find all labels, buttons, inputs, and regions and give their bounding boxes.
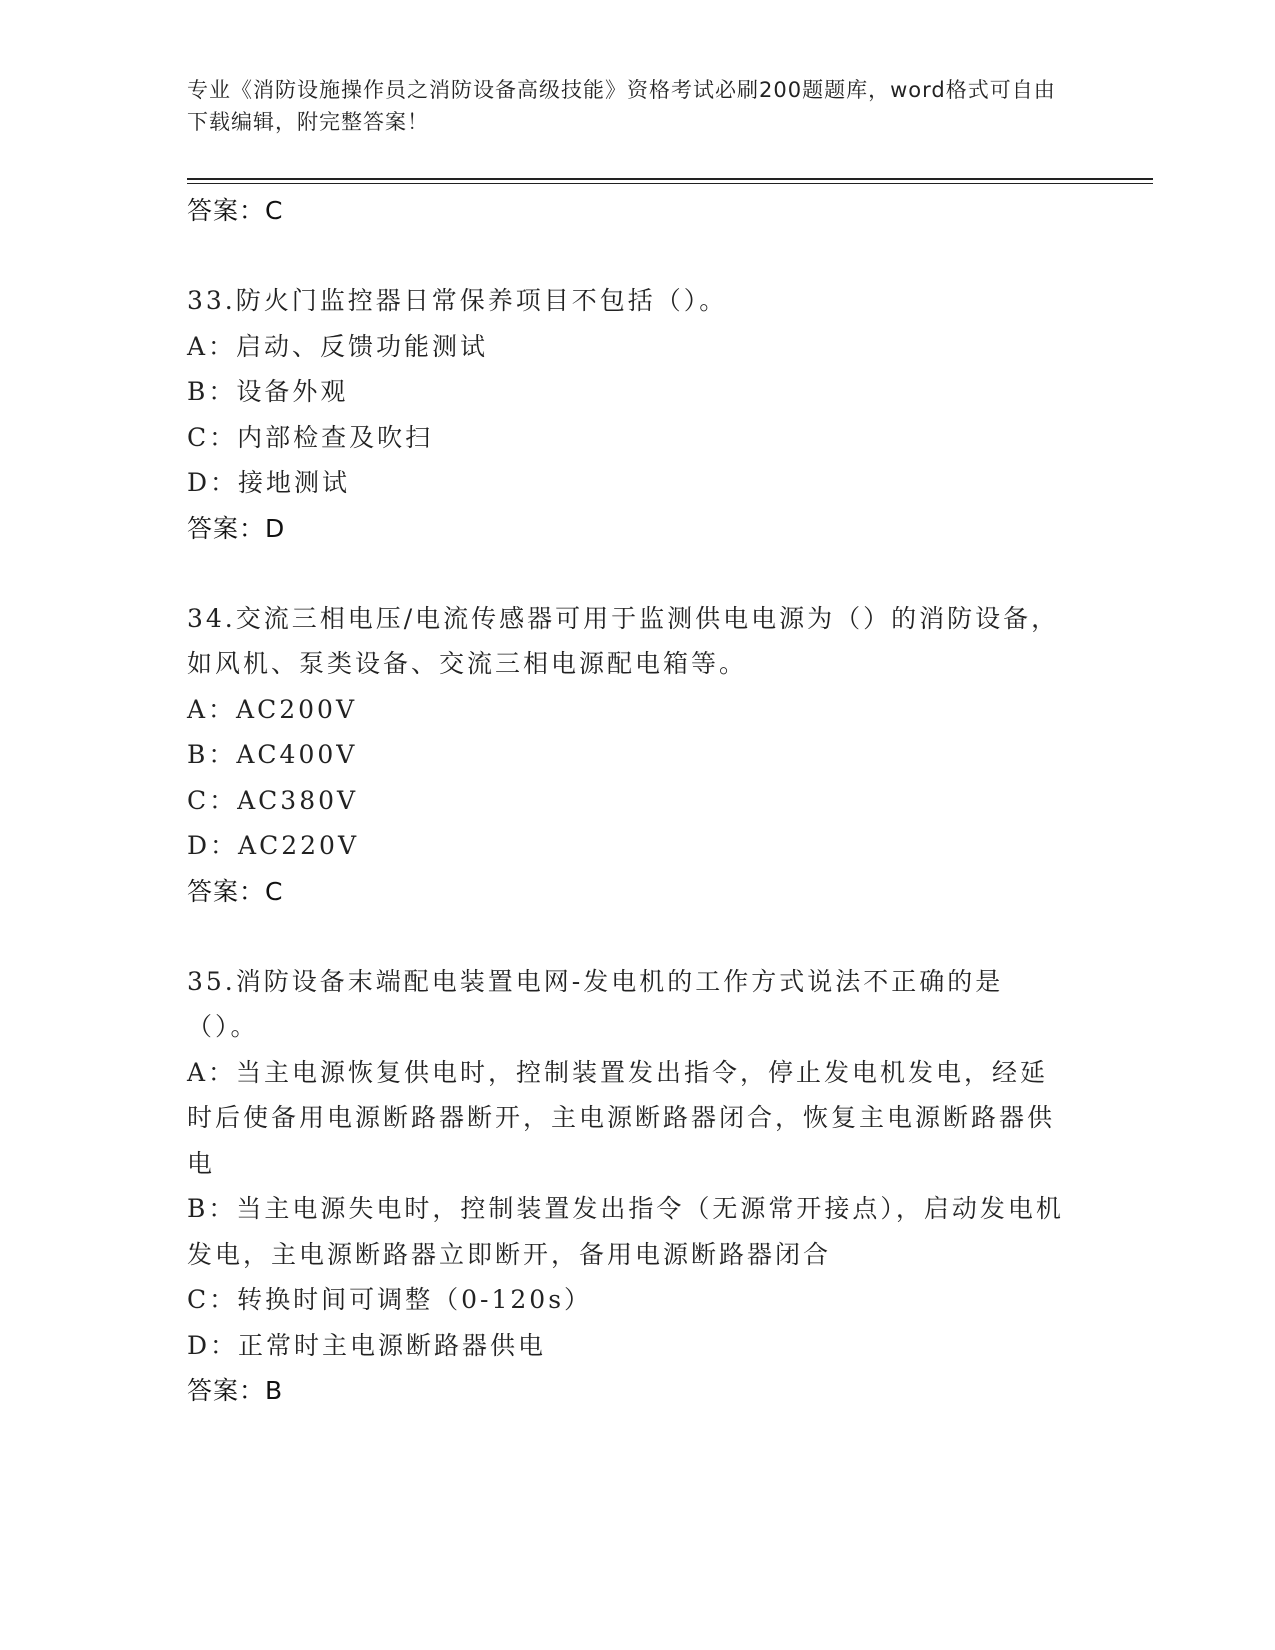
page-header: 专业《消防设施操作员之消防设备高级技能》资格考试必刷200题题库，word格式可自由下载编辑，附完整答案！ <box>187 78 1056 134</box>
option-a: A：启动、反馈功能测试 <box>187 331 489 361</box>
option-b: B：当主电源失电时，控制装置发出指令（无源常开接点），启动发电机发电，主电源断路器立即断开，备用电源断路器闭合 <box>187 1194 1064 1269</box>
question-answer: 答案：B <box>187 1376 284 1405</box>
option-c: C：AC380V <box>187 785 359 815</box>
question-answer: 答案：D <box>187 513 286 543</box>
question-stem: 35.消防设备末端配电装置电网-发电机的工作方式说法不正确的是（）。 <box>187 966 1004 1041</box>
question-35 <box>187 959 1067 1415</box>
question-34 <box>187 596 1067 915</box>
header-divider-thick <box>187 178 1153 180</box>
spacer <box>187 234 1067 278</box>
option-a: A：AC200V <box>187 694 358 724</box>
question-list <box>187 188 1067 1414</box>
option-c: C：内部检查及吹扫 <box>187 422 434 452</box>
question-stem: 34.交流三相电压/电流传感器可用于监测供电电源为（）的消防设备，如风机、泵类设备、交流三相电源配电箱等。 <box>187 603 1060 678</box>
option-c: C：转换时间可调整（0-120s） <box>187 1285 593 1314</box>
header-divider-thin <box>187 183 1153 184</box>
option-a: A：当主电源恢复供电时，控制装置发出指令，停止发电机发电，经延时后使备用电源断路器断开，主电源断路器闭合，恢复主电源断路器供电 <box>187 1057 1056 1178</box>
question-33 <box>187 278 1067 552</box>
option-d: D：AC220V <box>187 831 359 860</box>
question-stem: 33.防火门监控器日常保养项目不包括（）。 <box>187 286 728 315</box>
option-b: B：设备外观 <box>187 377 349 406</box>
spacer <box>187 552 1067 596</box>
question-answer: 答案：C <box>187 876 284 906</box>
option-d: D：接地测试 <box>187 468 351 497</box>
previous-answer: 答案：C <box>187 196 284 225</box>
option-d: D：正常时主电源断路器供电 <box>187 1330 547 1360</box>
option-b: B：AC400V <box>187 740 358 769</box>
spacer <box>187 915 1067 959</box>
